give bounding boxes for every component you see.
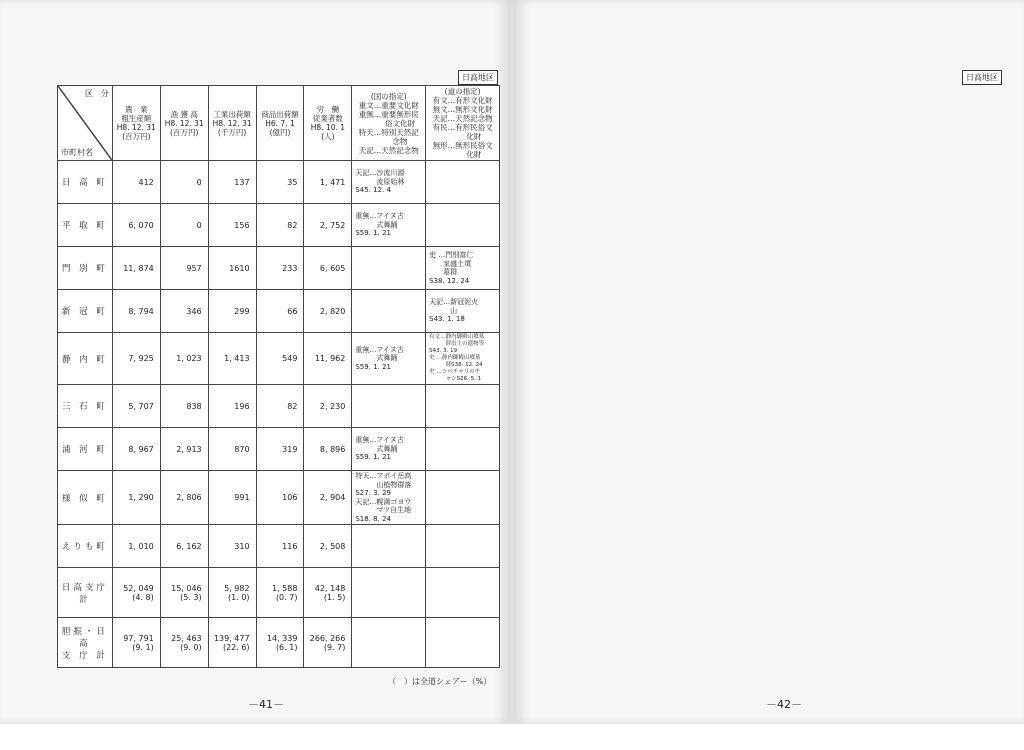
national-designation xyxy=(352,568,426,618)
national-designation xyxy=(352,385,426,428)
data-cell: 137 xyxy=(208,161,256,204)
hokkaido-designation xyxy=(426,161,500,204)
column-header: 漁 獲 高 H8. 12. 31 (百万円) xyxy=(160,86,208,161)
data-cell: 97, 791 (9. 1) xyxy=(112,618,160,668)
left-page xyxy=(0,0,508,724)
data-cell: 2, 820 xyxy=(304,290,352,333)
data-cell: 106 xyxy=(256,471,304,525)
header-row xyxy=(58,86,500,161)
column-date: H8. 12. 31 (百万円) xyxy=(116,123,156,141)
data-cell: 957 xyxy=(160,247,208,290)
data-cell: 0 xyxy=(160,204,208,247)
column-header: 労 働 従業者数 H8. 10. 1 (人) xyxy=(304,86,352,161)
data-cell: 310 xyxy=(208,525,256,568)
column-header: 商品出荷額 H6. 7. 1 (億円) xyxy=(256,86,304,161)
hokkaido-designation xyxy=(426,471,500,525)
municipality-name: 平 取 町 xyxy=(58,204,113,247)
hokkaido-designation xyxy=(426,204,500,247)
municipality-name: 新 冠 町 xyxy=(58,290,113,333)
data-cell: 870 xyxy=(208,428,256,471)
data-cell: 7, 925 xyxy=(112,333,160,385)
municipality-name: 胆振・日高 支 庁 計 xyxy=(58,618,113,668)
data-cell: 8, 967 xyxy=(112,428,160,471)
data-cell: 991 xyxy=(208,471,256,525)
data-cell: 14, 339 (6. 1) xyxy=(256,618,304,668)
data-cell: 15, 046 (5. 3) xyxy=(160,568,208,618)
statistics-table xyxy=(57,85,500,668)
data-cell: 6, 070 xyxy=(112,204,160,247)
hokkaido-designation xyxy=(426,385,500,428)
data-cell: 2, 230 xyxy=(304,385,352,428)
data-cell: 1, 413 xyxy=(208,333,256,385)
municipality-name: 静 内 町 xyxy=(58,333,113,385)
page-number: －41－ xyxy=(248,698,284,711)
national-designation: 重無…アイヌ古 式舞踊 S59. 1. 21 xyxy=(352,428,426,471)
data-cell: 319 xyxy=(256,428,304,471)
municipality-name: 日 高 町 xyxy=(58,161,113,204)
data-cell: 2, 904 xyxy=(304,471,352,525)
data-cell: 42, 148 (1. 5) xyxy=(304,568,352,618)
data-cell: 196 xyxy=(208,385,256,428)
data-cell: 82 xyxy=(256,385,304,428)
right-page xyxy=(516,0,1024,724)
region-label: 日高地区 xyxy=(458,70,498,85)
national-designation: 重無…アイヌ古 式舞踊 S59. 1. 21 xyxy=(352,204,426,247)
data-cell: 346 xyxy=(160,290,208,333)
data-cell: 6, 605 xyxy=(304,247,352,290)
national-designation: 重無…アイヌ古 式舞踊 S59. 1. 21 xyxy=(352,333,426,385)
table-row xyxy=(58,568,500,618)
hokkaido-designation xyxy=(426,568,500,618)
data-cell: 2, 913 xyxy=(160,428,208,471)
column-date: H8. 10. 1 (人) xyxy=(310,123,346,141)
national-designation xyxy=(352,290,426,333)
column-date: H8. 12. 31 (百万円) xyxy=(164,118,204,137)
data-cell: 5, 707 xyxy=(112,385,160,428)
corner-bottom-label: 市町村名 xyxy=(61,148,93,157)
municipality-name: 浦 河 町 xyxy=(58,428,113,471)
region-label-right: 日高地区 xyxy=(962,70,1002,85)
page-number-right: －42－ xyxy=(766,698,802,711)
table-row xyxy=(58,618,500,668)
column-header: 工業出荷額 H8. 12. 31 (千万円) xyxy=(208,86,256,161)
table-row xyxy=(58,333,500,385)
data-cell: 52, 049 (4. 8) xyxy=(112,568,160,618)
share-footnote: （ ）は全道シェアー（%） xyxy=(388,677,492,686)
municipality-name: 様 似 町 xyxy=(58,471,113,525)
data-cell: 2, 806 xyxy=(160,471,208,525)
column-date: H8. 12. 31 (千万円) xyxy=(212,118,252,137)
data-cell: 2, 508 xyxy=(304,525,352,568)
municipality-name: 三 石 町 xyxy=(58,385,113,428)
national-designation: 特天…アポイ岳高 山植物群落 S27. 3. 29 天記…幌満ゴヨウ マツ自生地 S18. 8. 24 xyxy=(352,471,426,525)
data-cell: 66 xyxy=(256,290,304,333)
corner-top-label: 区 分 xyxy=(84,89,109,98)
column-header: (国の指定) 重文…重要文化財 重無…重要無形民 俗文化財 特天…特別天然記 念物 天記…天然記念物 xyxy=(352,86,426,161)
data-cell: 1, 588 (0. 7) xyxy=(256,568,304,618)
table-row xyxy=(58,385,500,428)
column-date: H6. 7. 1 (億円) xyxy=(265,118,295,137)
column-header: (道の指定) 有文…有形文化財 無文…無形文化財 天記…天然記念物 有民…有形民俗文 化財 無形…無形民俗文 化財 xyxy=(426,86,500,161)
data-cell: 299 xyxy=(208,290,256,333)
data-cell: 1, 290 xyxy=(112,471,160,525)
data-cell: 6, 162 xyxy=(160,525,208,568)
data-cell: 1, 471 xyxy=(304,161,352,204)
table-row xyxy=(58,525,500,568)
data-cell: 11, 962 xyxy=(304,333,352,385)
table-row xyxy=(58,204,500,247)
data-cell: 266, 266 (9. 7) xyxy=(304,618,352,668)
data-cell: 25, 463 (9. 0) xyxy=(160,618,208,668)
hokkaido-designation: 天記…新冠泥火 山 S43. 1. 18 xyxy=(426,290,500,333)
header-corner xyxy=(58,86,113,161)
data-cell: 838 xyxy=(160,385,208,428)
data-cell: 139, 477 (22. 6) xyxy=(208,618,256,668)
data-cell: 156 xyxy=(208,204,256,247)
data-cell: 2, 752 xyxy=(304,204,352,247)
municipality-name: えりも町 xyxy=(58,525,113,568)
column-header: 農 業 粗生産額 H8. 12. 31 (百万円) xyxy=(112,86,160,161)
hokkaido-designation xyxy=(426,618,500,668)
data-cell: 8, 896 xyxy=(304,428,352,471)
data-cell: 1, 010 xyxy=(112,525,160,568)
table-row xyxy=(58,247,500,290)
national-designation xyxy=(352,247,426,290)
municipality-name: 日高支庁計 xyxy=(58,568,113,618)
table-row xyxy=(58,428,500,471)
data-cell: 82 xyxy=(256,204,304,247)
hokkaido-designation xyxy=(426,525,500,568)
data-cell: 5, 982 (1. 0) xyxy=(208,568,256,618)
data-cell: 35 xyxy=(256,161,304,204)
national-designation xyxy=(352,525,426,568)
national-designation: 天記…沙流川源 流原始林 S45. 12. 4 xyxy=(352,161,426,204)
hokkaido-designation: 史 …門別富仁 家盛土墳 墓群 S38. 12. 24 xyxy=(426,247,500,290)
table-row xyxy=(58,290,500,333)
data-cell: 8, 794 xyxy=(112,290,160,333)
hokkaido-designation xyxy=(426,428,500,471)
data-cell: 233 xyxy=(256,247,304,290)
data-cell: 549 xyxy=(256,333,304,385)
table-row xyxy=(58,471,500,525)
data-cell: 1610 xyxy=(208,247,256,290)
data-cell: 11, 874 xyxy=(112,247,160,290)
hokkaido-designation: 有文…静内御殿山墳墓 群出土の遺物等 S43. 3. 19 史 …静内御殿山墳墓 群S38. 12. 24 史 …シベチャリのチ ャシS26. 5. 1 xyxy=(426,333,500,385)
national-designation xyxy=(352,618,426,668)
municipality-name: 門 別 町 xyxy=(58,247,113,290)
book-gutter xyxy=(508,0,516,724)
table-row xyxy=(58,161,500,204)
data-cell: 116 xyxy=(256,525,304,568)
data-cell: 1, 023 xyxy=(160,333,208,385)
data-cell: 412 xyxy=(112,161,160,204)
data-cell: 0 xyxy=(160,161,208,204)
